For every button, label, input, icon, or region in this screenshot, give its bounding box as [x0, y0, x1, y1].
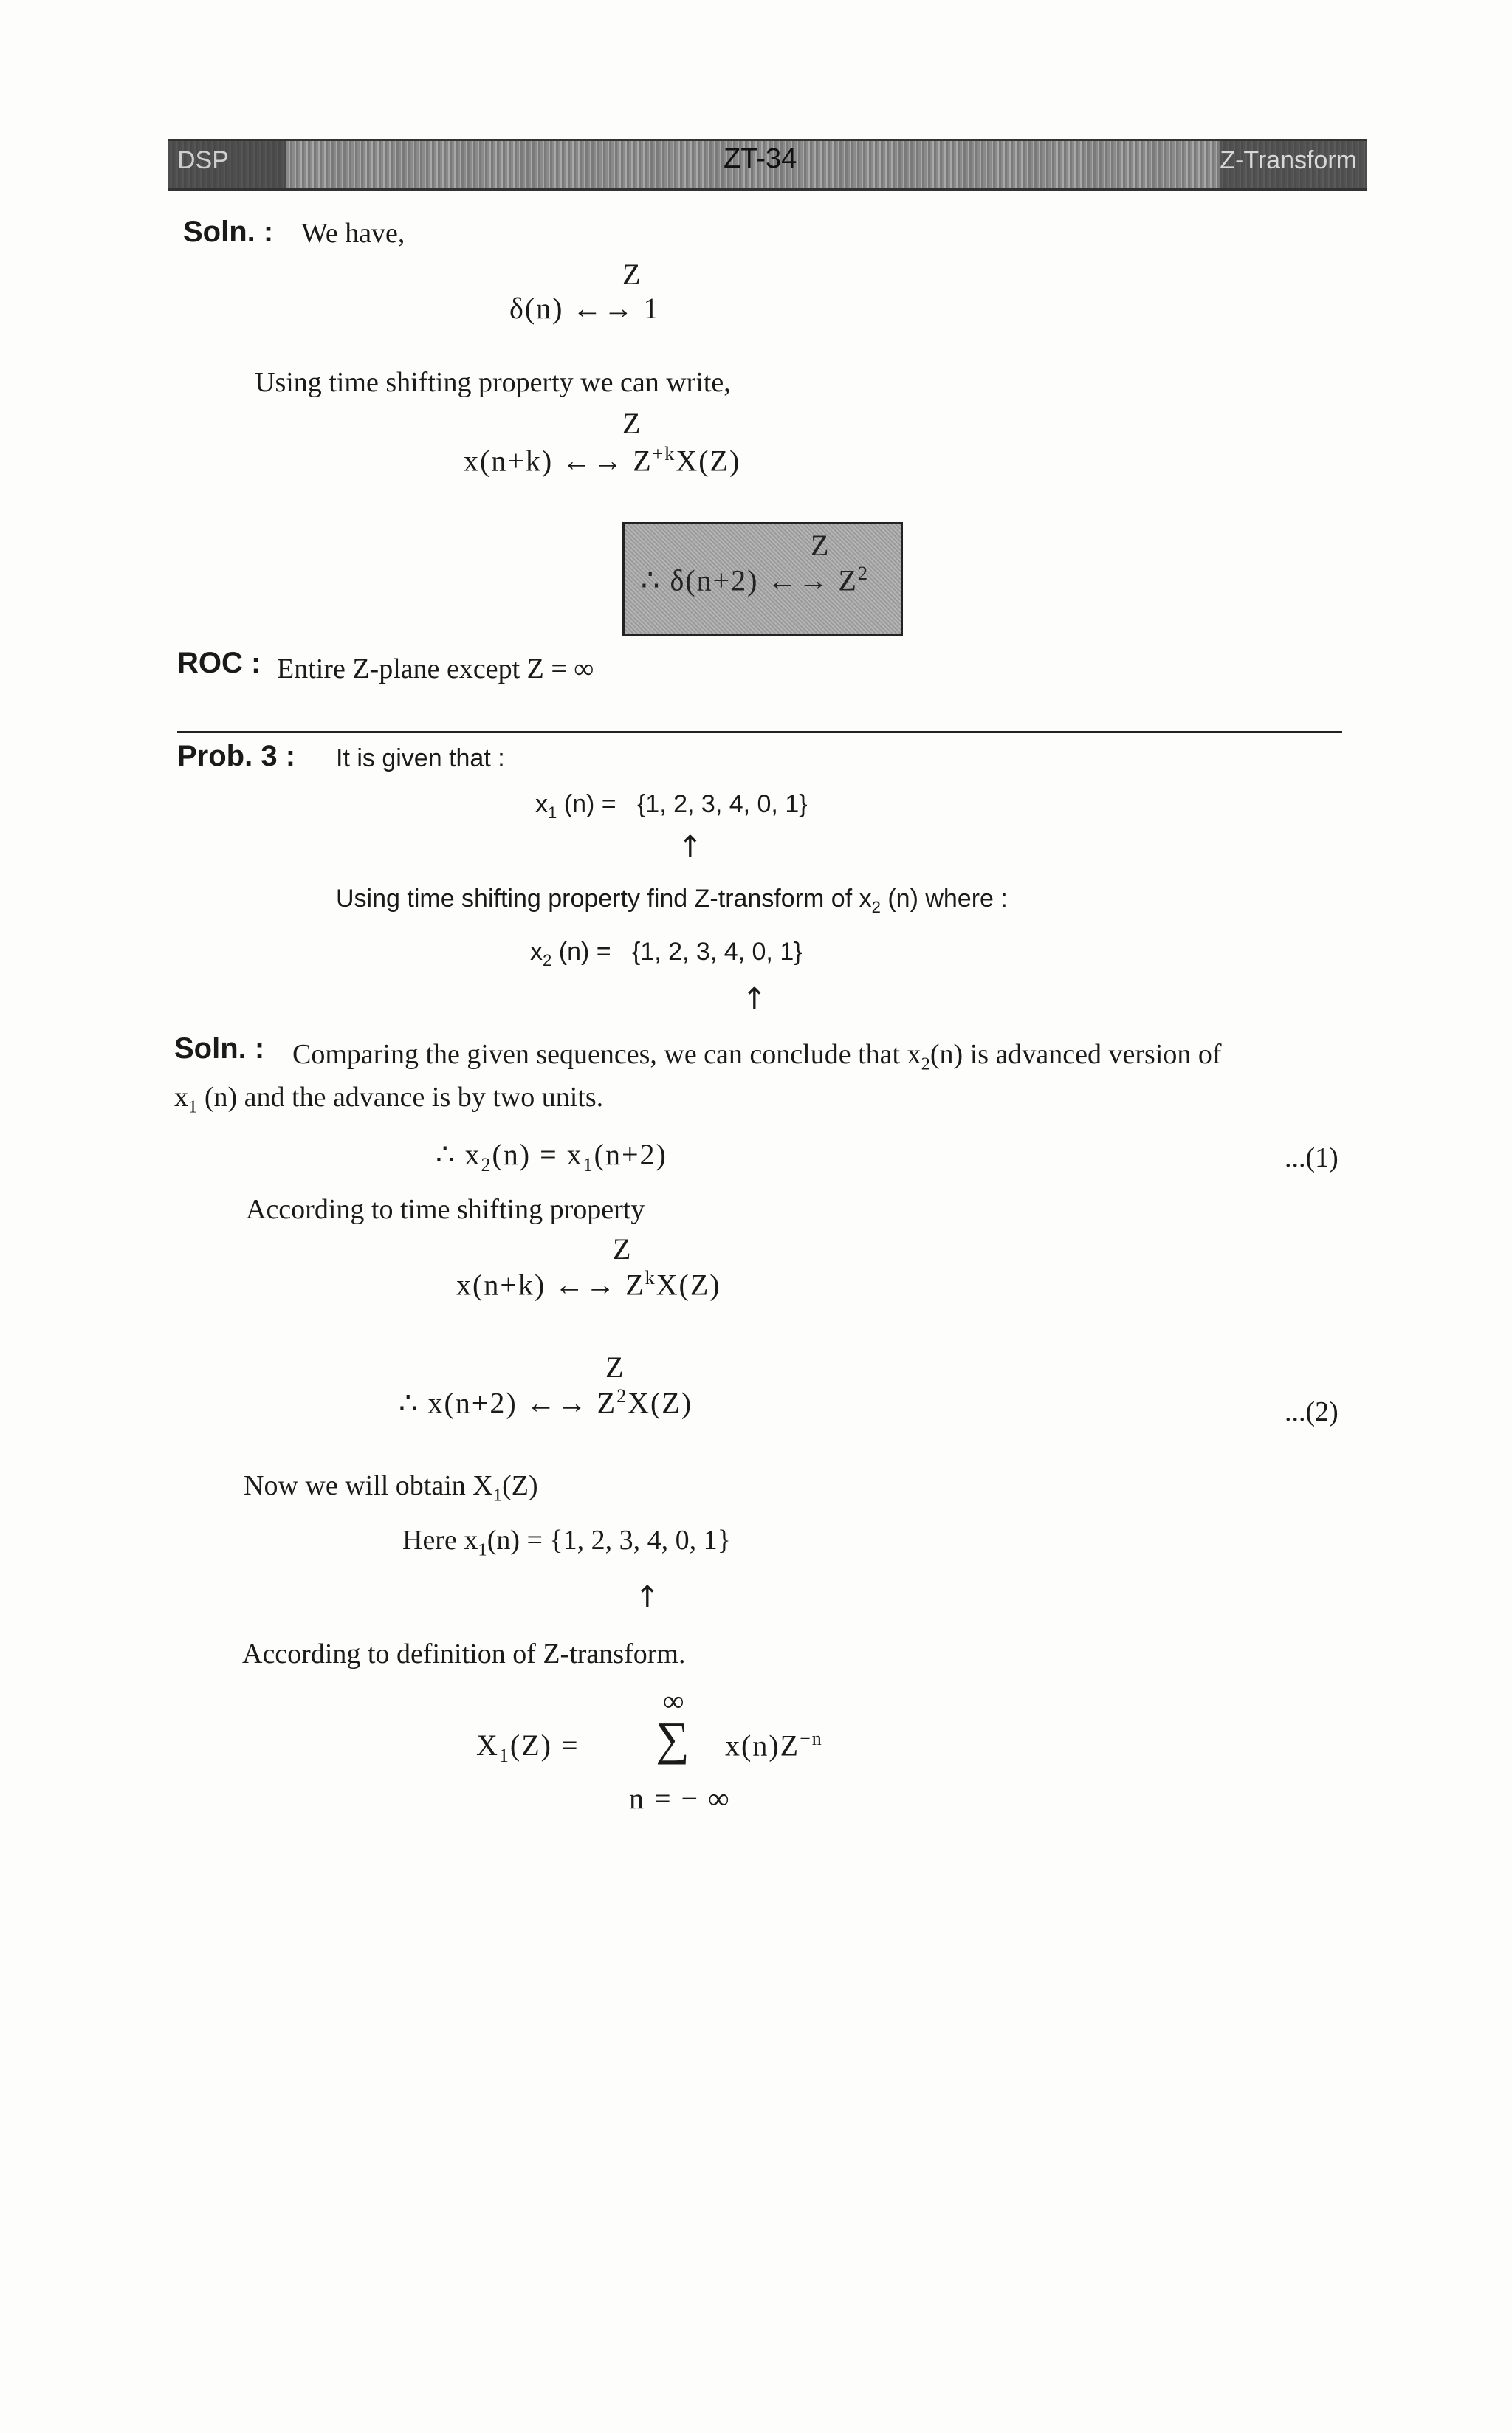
- section-divider: [177, 731, 1342, 733]
- boxed-equation: ∴ δ(n+2) ←→ $Z^2$: [641, 563, 869, 597]
- prob-given-text: It is given that :: [336, 744, 505, 772]
- according-shift-text: According to time shifting property: [246, 1194, 645, 1225]
- header-chapter: Z-Transform: [1220, 146, 1357, 174]
- eq1-delta-pair: δ(n) ←→ 1: [509, 292, 660, 325]
- page-number: ZT-34: [724, 143, 797, 174]
- eq1-transform-symbol: Z: [622, 258, 642, 291]
- sum-lower-limit: n = − ∞: [629, 1782, 731, 1815]
- x1-origin-arrow: ↑: [678, 830, 703, 864]
- obtain-text: Now we will obtain $X_1(Z)$: [244, 1470, 538, 1506]
- soln-label: Soln. :: [183, 216, 274, 248]
- eq-shift-transform-symbol: Z: [613, 1232, 633, 1266]
- eq-tag-2: ...(2): [1285, 1396, 1339, 1427]
- here-x1-definition: Here $x_1(n) = \{1$, 2, 3, 4, 0, 1}: [402, 1525, 731, 1560]
- eq2-transform-symbol: Z: [622, 407, 642, 440]
- eq-shift-general: x(n+k) ←→ $Z^kX(Z)$: [456, 1267, 721, 1302]
- sum-lhs: $X_1(Z)$ =: [476, 1729, 580, 1766]
- soln-intro: We have,: [301, 218, 405, 249]
- roc-label: ROC :: [177, 647, 261, 679]
- eq2-shift-pair: x(n+k) ←→ $Z^{+k}X(Z)$: [464, 443, 741, 478]
- sum-rhs: $x(n)Z^{-n}$: [725, 1728, 823, 1763]
- soln2-paragraph-line1: Comparing the given sequences, we can conclude that $x_2(n)$ is advanced version of: [292, 1039, 1222, 1074]
- eq-shift-by-two: ∴ x(n+2) ←→ $Z^2X(Z)$: [399, 1385, 693, 1420]
- x2-origin-arrow: ↑: [742, 982, 767, 1016]
- eq-x2-relation: ∴ $x_2(n) = x_1(n+2)$: [436, 1138, 667, 1176]
- boxed-transform-symbol: Z: [811, 529, 831, 562]
- header-subject: DSP: [177, 146, 229, 174]
- definition-text: According to definition of Z-transform.: [242, 1638, 686, 1670]
- time-shift-text: Using time shifting property we can write,: [255, 367, 731, 398]
- here-origin-arrow: ↑: [635, 1580, 660, 1614]
- prob-label: Prob. 3 :: [177, 740, 296, 772]
- soln2-label: Soln. :: [174, 1032, 265, 1065]
- prob-find-text: Using time shifting property find Z-transform of $x_2$ (n) where :: [336, 885, 1008, 916]
- x2-definition: $x_2$ (n) = {1, 2, 3, 4, 0, 1}: [530, 938, 803, 970]
- x1-definition: $x_1$ (n) = {1, 2, 3, 4, 0, 1}: [535, 790, 808, 822]
- sigma-symbol: ∑: [656, 1712, 691, 1765]
- soln2-paragraph-line2: $x_1$ (n) and the advance is by two units.: [174, 1082, 604, 1117]
- eq-shift2-transform-symbol: Z: [605, 1351, 625, 1384]
- sum-upper-limit: ∞: [663, 1684, 686, 1717]
- eq-tag-1: ...(1): [1285, 1142, 1339, 1173]
- roc-text: Entire Z-plane except Z = ∞: [277, 653, 594, 684]
